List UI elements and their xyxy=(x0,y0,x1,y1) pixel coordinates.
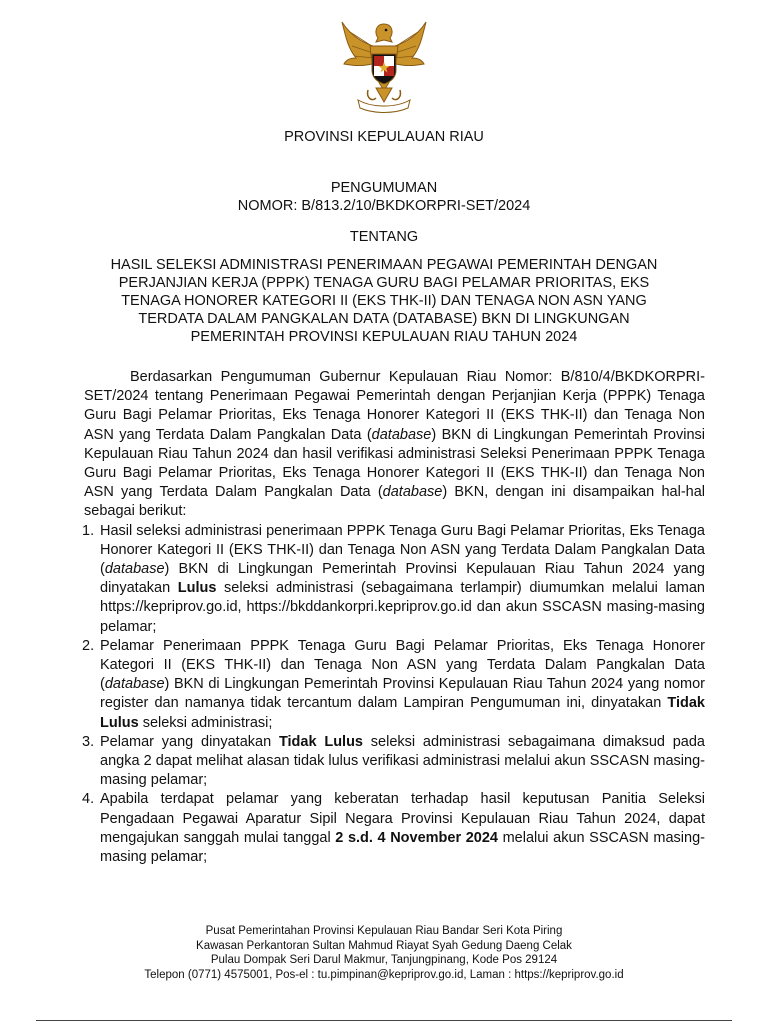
about-heading: TENTANG xyxy=(349,229,419,245)
body-text xyxy=(84,368,705,867)
province-name: PROVINSI KEPULAUAN RIAU xyxy=(284,129,484,145)
bottom-divider xyxy=(36,1020,732,1021)
list-item: 3. Pelamar yang dinyatakan Tidak Lulus seleksi administrasi sebagaimana dimaksud pada angka 2 dapat melihat alasan tidak lulus verifikasi administrasi melalui akun SSCASN masing-masing pelamar; xyxy=(82,733,705,789)
footer-line: Pulau Dompak Seri Darul Makmur, Tanjungpinang, Kode Pos 29124 xyxy=(210,954,558,966)
announcement-title xyxy=(84,256,684,346)
title-line: PEMERINTAH PROVINSI KEPULAUAN RIAU TAHUN 2024 xyxy=(190,329,578,345)
document-type: PENGUMUMAN xyxy=(330,180,438,196)
letterhead-footer xyxy=(0,924,768,982)
document-number: NOMOR: B/813.2/10/BKDKORPRI-SET/2024 xyxy=(237,198,531,214)
title-line: TERDATA DALAM PANGKALAN DATA (DATABASE) BKN DI LINGKUNGAN xyxy=(138,311,630,327)
title-line: HASIL SELEKSI ADMINISTRASI PENERIMAAN PEGAWAI PEMERINTAH DENGAN xyxy=(110,257,658,273)
list-item: 1. Hasil seleksi administrasi penerimaan PPPK Tenaga Guru Bagi Pelamar Prioritas, Eks Tenaga Honorer Kategori II (EKS THK-II) dan Tenaga Non ASN yang Terdata Dalam Pangkalan Data (database) BKN di Lingkungan Pemerintah Provinsi Kepulauan Riau Tahun 2024 yang dinyatakan Lulus seleksi administrasi (sebagaimana terlampir) diumumkan melalui laman https://kepriprov.go.id, https://bkddankorpri.kepriprov.go.id dan akun SSCASN masing-masing pelamar; xyxy=(82,522,705,635)
footer-line: Pusat Pemerintahan Provinsi Kepulauan Riau Bandar Seri Kota Piring xyxy=(205,925,563,937)
footer-line: Kawasan Perkantoran Sultan Mahmud Riayat Syah Gedung Daeng Celak xyxy=(196,939,572,952)
title-line: TENAGA HONORER KATEGORI II (EKS THK-II) DAN TENAGA NON ASN YANG xyxy=(121,293,647,309)
garuda-emblem-icon xyxy=(338,18,430,116)
numbered-list xyxy=(84,522,705,868)
intro-paragraph: Berdasarkan Pengumuman Gubernur Kepulauan Riau Nomor: B/810/4/BKDKORPRI-SET/2024 tentang Penerimaan Pegawai Pemerintah dengan Perjanjian Kerja (PPPK) Tenaga Guru Bagi Pelamar Prioritas, Eks Tenaga Honorer Kategori II (EKS THK-II) dan Tenaga Non ASN yang Terdata Dalam Pangkalan Data (database) BKN di Lingkungan Pemerintah Provinsi Kepulauan Riau Tahun 2024 dan hasil verifikasi administrasi Seleksi Penerimaan PPPK Tenaga Guru Bagi Pelamar Prioritas, Eks Tenaga Honorer Kategori II (EKS THK-II) dan Tenaga Non ASN yang Terdata Dalam Pangkalan Data (database) BKN, dengan ini disampaikan hal-hal sebagai berikut: xyxy=(84,369,705,520)
list-item: 4. Apabila terdapat pelamar yang keberatan terhadap hasil keputusan Panitia Seleksi Pengadaan Pegawai Aparatur Sipil Negara Provinsi Kepulauan Riau Tahun 2024, dapat mengajukan sanggah mulai tanggal 2 s.d. 4 November 2024 melalui akun SSCASN masing-masing pelamar; xyxy=(82,791,705,866)
list-item: 2. Pelamar Penerimaan PPPK Tenaga Guru Bagi Pelamar Prioritas, Eks Tenaga Honorer Kategori II (EKS THK-II) dan Tenaga Non ASN yang Terdata Dalam Pangkalan Data (database) BKN di Lingkungan Pemerintah Provinsi Kepulauan Riau Tahun 2024 yang nomor register dan namanya tidak tercantum dalam Lampiran Pengumuman ini, dinyatakan Tidak Lulus seleksi administrasi; xyxy=(82,637,705,731)
title-line: PERJANJIAN KERJA (PPPK) TENAGA GURU BAGI PELAMAR PRIORITAS, EKS xyxy=(118,275,650,291)
footer-line: Telepon (0771) 4575001, Pos-el : tu.pimpinan@kepriprov.go.id, Laman : https://kepriprov.go.id xyxy=(144,968,624,981)
